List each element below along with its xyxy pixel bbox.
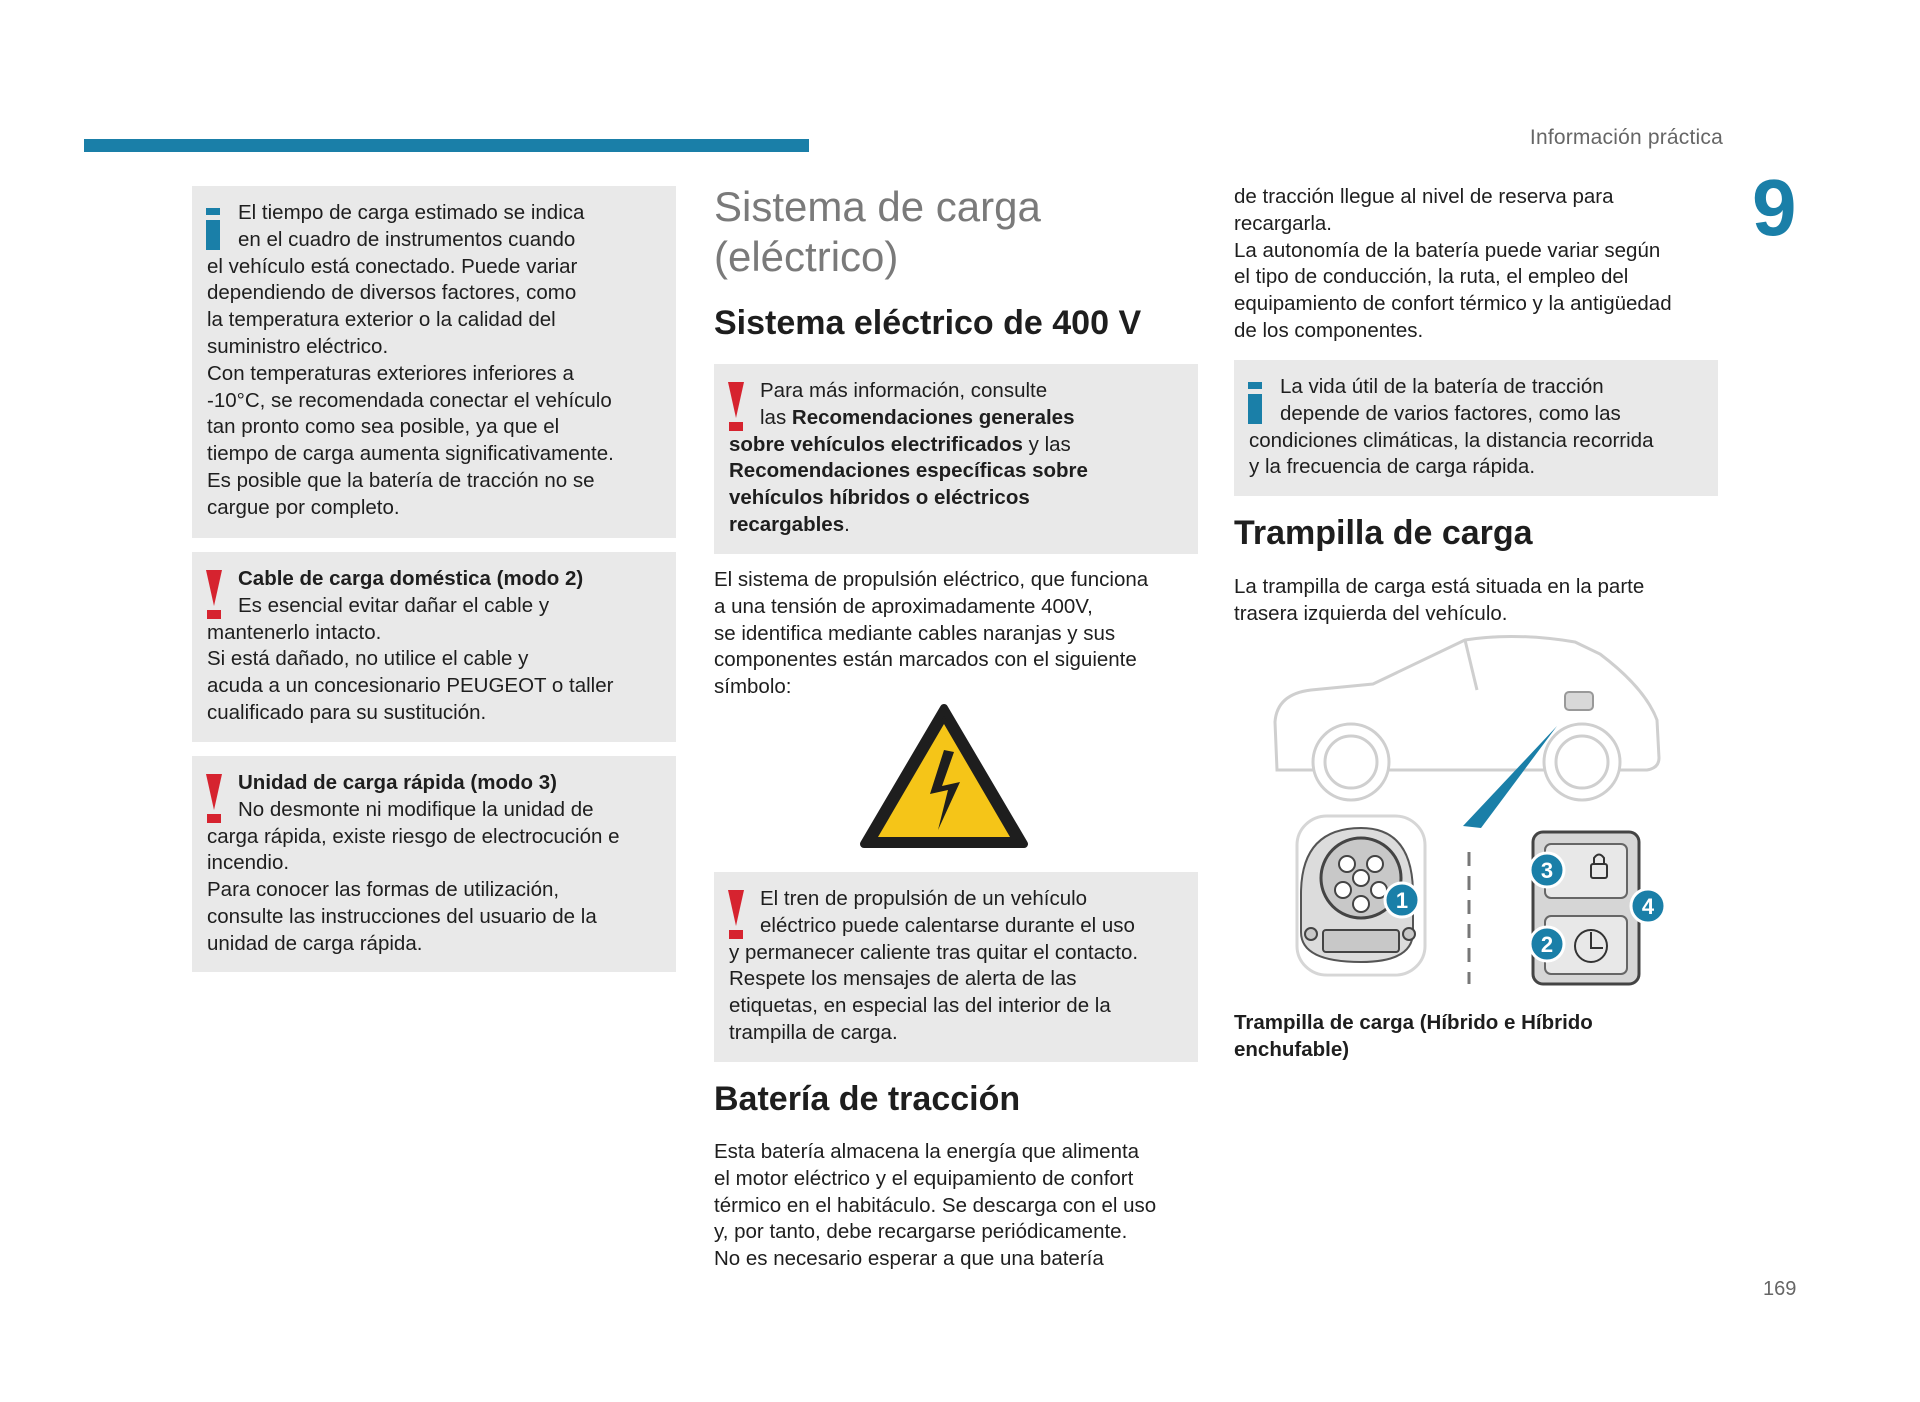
text-span: y las	[1022, 432, 1071, 456]
text-line: Si está dañado, no utilice el cable y	[207, 647, 529, 671]
info-icon	[1248, 382, 1262, 424]
text-line: La trampilla de carga está situada en la parte	[1234, 575, 1645, 598]
text-line: cualificado para su sustitución.	[207, 700, 487, 724]
heading-line: (eléctrico)	[714, 233, 899, 280]
text-line: Para conocer las formas de utilización,	[207, 878, 560, 902]
text-line: de los componentes.	[1234, 318, 1424, 342]
link-text: Recomendaciones generales	[791, 405, 1075, 429]
text-line: El sistema de propulsión eléctrico, que funciona	[714, 568, 1149, 591]
paragraph-400v-system	[714, 567, 1204, 701]
link-text: Recomendaciones específicas sobre	[729, 459, 1088, 483]
text-line: El tiempo de carga estimado se indica	[238, 201, 585, 224]
warning-icon	[206, 570, 222, 619]
text-line: eléctrico puede calentarse durante el uso	[760, 913, 1135, 937]
text-line: componentes están marcados con el siguiente	[714, 648, 1137, 672]
text-line: El tren de propulsión de un vehículo	[760, 887, 1088, 910]
text-line: Es posible que la batería de tracción no se	[207, 468, 595, 492]
text-line	[729, 458, 1183, 485]
paragraph-battery-continued	[1234, 184, 1724, 345]
text-line: condiciones climáticas, la distancia recorrida	[1249, 428, 1654, 452]
chapter-number: 9	[1752, 163, 1797, 252]
paragraph-battery	[714, 1139, 1204, 1273]
warning-box-home-cable	[192, 552, 676, 742]
paragraph-flap-location	[1234, 574, 1724, 628]
text-line: -10°C, se recomendada conectar el vehículo	[207, 388, 612, 412]
section-heading	[714, 182, 1041, 282]
text-line: equipamiento de confort térmico y la antigüedad	[1234, 292, 1672, 316]
text-line: cargue por completo.	[207, 495, 400, 519]
text-line: Es esencial evitar dañar el cable y	[238, 593, 550, 617]
warning-box-recommendations	[714, 364, 1198, 554]
text-line	[729, 432, 1183, 459]
text-line: mantenerlo intacto.	[207, 620, 382, 644]
info-icon	[206, 208, 220, 250]
text-line: trampilla de carga.	[729, 1020, 898, 1044]
text-line: tan pronto como sea posible, ya que el	[207, 415, 560, 439]
callout-1	[1385, 883, 1419, 917]
text-line	[729, 485, 1183, 512]
text-line	[729, 512, 1183, 539]
callout-3	[1530, 853, 1564, 887]
info-box-charge-time	[192, 186, 676, 538]
subsection-heading-400v: Sistema eléctrico de 400 V	[714, 304, 1142, 342]
text-line: la temperatura exterior o la calidad del	[207, 308, 556, 332]
text-line: acuda a un concesionario PEUGEOT o taller	[207, 674, 614, 698]
text-line: se identifica mediante cables naranjas y sus	[714, 621, 1116, 645]
text-line: Esta batería almacena la energía que alimenta	[714, 1140, 1140, 1163]
text-line: Con temperaturas exteriores inferiores a	[207, 361, 574, 385]
text-line: Trampilla de carga (Híbrido e Híbrido	[1234, 1011, 1593, 1034]
text-span: .	[844, 512, 850, 536]
subsection-heading-battery: Batería de tracción	[714, 1080, 1021, 1118]
info-box-battery-life	[1234, 360, 1718, 496]
text-line: carga rápida, existe riesgo de electrocución e	[207, 824, 620, 848]
text-line: Respete los mensajes de alerta de las	[729, 967, 1077, 991]
text-line: dependiendo de diversos factores, como	[207, 281, 577, 305]
text-line: incendio.	[207, 851, 290, 875]
text-line: recargarla.	[1234, 211, 1332, 235]
text-line: tiempo de carga aumenta significativamente.	[207, 442, 614, 466]
text-span: las	[760, 405, 792, 429]
section-title: Información práctica	[1529, 126, 1723, 149]
text-line: etiquetas, en especial las del interior de la	[729, 994, 1111, 1018]
text-line: No desmonte ni modifique la unidad de	[238, 797, 594, 821]
text-line: trasera izquierda del vehículo.	[1234, 601, 1508, 625]
text-line: La autonomía de la batería puede variar según	[1234, 238, 1661, 262]
callout-label: 3	[1540, 858, 1554, 883]
warning-box-fast-charge	[192, 756, 676, 972]
charging-flap-illustration	[1255, 632, 1670, 988]
text-line: el motor eléctrico y el equipamiento de confort	[714, 1166, 1134, 1190]
text-line: Para más información, consulte	[760, 379, 1048, 402]
text-line: depende de varios factores, como las	[1280, 401, 1621, 425]
text-line: enchufable)	[1234, 1037, 1350, 1061]
callout-label: 1	[1395, 888, 1409, 913]
text-line: de tracción llegue al nivel de reserva para	[1234, 185, 1614, 208]
link-text: sobre vehículos electrificados	[729, 432, 1023, 456]
callout-2	[1530, 927, 1564, 961]
text-line: en el cuadro de instrumentos cuando	[238, 227, 576, 251]
text-line	[729, 405, 1183, 432]
warning-icon	[728, 890, 744, 939]
heading-line: Sistema de carga	[714, 183, 1041, 230]
text-line: símbolo:	[714, 675, 792, 699]
text-line: unidad de carga rápida.	[207, 931, 423, 955]
callout-label: 4	[1641, 894, 1655, 919]
callout-label: 2	[1540, 932, 1554, 957]
warning-title: Cable de carga doméstica (modo 2)	[238, 567, 584, 590]
subsection-heading-flap: Trampilla de carga	[1234, 514, 1533, 552]
figure-caption	[1234, 1010, 1724, 1064]
text-line: consulte las instrucciones del usuario de la	[207, 904, 597, 928]
link-text: vehículos híbridos o eléctricos	[729, 486, 1030, 510]
warning-box-heat	[714, 872, 1198, 1062]
text-line: La vida útil de la batería de tracción	[1280, 375, 1604, 398]
callout-4	[1631, 889, 1665, 923]
warning-title: Unidad de carga rápida (modo 3)	[238, 771, 557, 794]
text-line: y la frecuencia de carga rápida.	[1249, 455, 1536, 479]
text-line: y, por tanto, debe recargarse periódicamente.	[714, 1220, 1128, 1244]
text-line: y permanecer caliente tras quitar el contacto.	[729, 940, 1139, 964]
text-line: a una tensión de aproximadamente 400V,	[714, 594, 1093, 618]
warning-icon	[728, 382, 744, 431]
header-accent-bar	[84, 139, 809, 152]
text-line: el tipo de conducción, la ruta, el empleo del	[1234, 265, 1629, 289]
page-number: 169	[1763, 1278, 1797, 1300]
text-line: térmico en el habitáculo. Se descarga con el uso	[714, 1193, 1157, 1217]
text-line: No es necesario esperar a que una batería	[714, 1247, 1104, 1271]
text-line: el vehículo está conectado. Puede variar	[207, 254, 578, 278]
text-line: suministro eléctrico.	[207, 334, 389, 358]
warning-icon	[206, 774, 222, 823]
high-voltage-warning-icon	[858, 702, 1030, 852]
link-text: recargables	[729, 512, 845, 536]
